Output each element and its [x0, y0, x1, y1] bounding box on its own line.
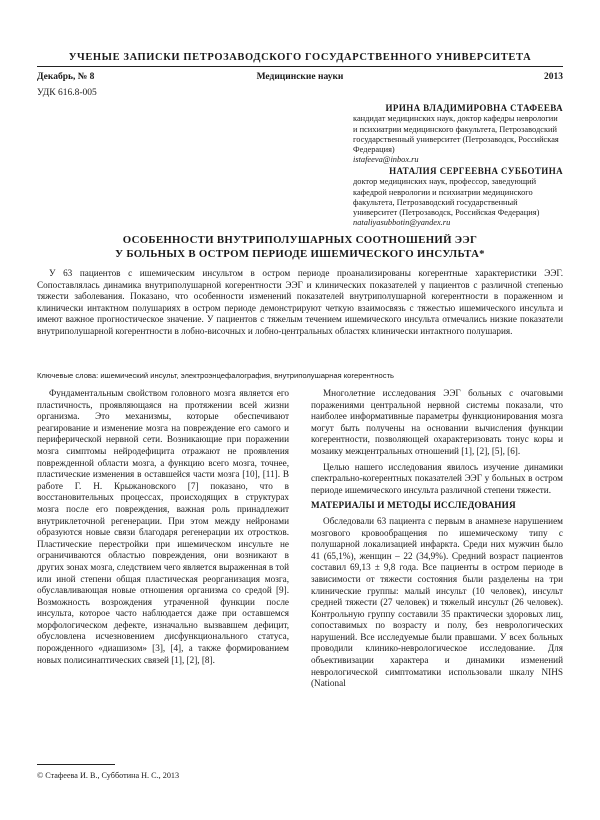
author-affiliation: кандидат медицинских наук, доктор кафедры неврологии и психиатрии медицинского факультета, Петрозаводский государственный университет (Петрозаводск, Российская Федерация)	[353, 114, 559, 155]
paragraph: Целью нашего исследования явилось изучение динамики спектрально-когерентных показателей ЭЭГ у больных в остром периоде ишемического инсульта различной степени тяжести.	[311, 461, 563, 495]
header-rule	[37, 66, 563, 67]
paragraph: Многолетние исследования ЭЭГ больных с очаговыми поражениями центральной нервной системы показали, что наиболее информативные параметры функционирования мозга могут быть получены на основании вычисления функции когерентности, позволяющей охарактеризовать тонус коры и мозаику межцентральных отношений [1], [2], [5], [6].	[311, 388, 563, 456]
abstract	[37, 268, 563, 338]
footnote-rule	[37, 764, 115, 765]
issue-label: Декабрь, № 8	[37, 72, 95, 82]
author-affiliation: доктор медицинских наук, профессор, заведующий кафедрой неврологии и психиатрии медицинского факультета, Петрозаводский государственный университет (Петрозаводск, Российская Федерация)	[353, 177, 540, 218]
keywords: Ключевые слова: ишемический инсульт, электроэнцефалография, внутриполушарная когерентность	[37, 371, 395, 380]
right-column	[311, 388, 563, 694]
paragraph: Обследовали 63 пациента с первым в анамнезе нарушением мозгового кровообращения по ишемическому типу с полушарной локализацией инфаркта. Среди них мужчин было 41 (65,1%), женщин – 22 (34,9%). Средний возраст пациентов составил 69,13 ± 9,8 года. Все пациенты в остром периоде в зависимости от тяжести состояния были разделены на три клинические группы: малый инсульт (10 человек), инсульт средней тяжести (27 человек) и тяжелый инсульт (26 человек). Контрольную группу составили 35 практически здоровых лиц, сопоставимых по возрасту и полу, без неврологических нарушений. Все исследуемые были правшами. У всех больных проводили клинико-неврологическое исследование. Для объективизации характера и динамики изменений неврологической симптоматики использовали шкалу NIHS (National	[311, 515, 563, 689]
author-block-1	[353, 103, 563, 166]
journal-page	[37, 0, 563, 820]
title-line: ОСОБЕННОСТИ ВНУТРИПОЛУШАРНЫХ СООТНОШЕНИЙ ЭЭГ	[122, 234, 478, 246]
copyright-notice: © Стафеева И. В., Субботина Н. С., 2013	[37, 771, 180, 780]
author-name: ИРИНА ВЛАДИМИРОВНА СТАФЕЕВА	[385, 103, 563, 113]
author-name: НАТАЛИЯ СЕРГЕЕВНА СУББОТИНА	[389, 166, 563, 176]
paragraph: Фундаментальным свойством головного мозга является его пластичность, проявляющаяся на протяжении всей жизни организма. Это механизмы, которые обеспечивают реагирование и изменение мозга на повреждение его самого и периферической нервной сети. Возникающие при поражении мозга симптомы нейродефицита отражают не проявления поврежденной области мозга, а функцию всего мозга, точнее, пластические изменения в оставшейся части мозга [10], [11]. В работе Г. Н. Крыжановского [7] показано, что в восстановительных процессах, происходящих в структурах мозга после его повреждения, важная роль принадлежит внутриклеточной регенерации. При этом между нейронами образуются новые связи благодаря регенерации их отростков. Пластические перестройки при ишемическом инсульте не ограничиваются областью повреждения, они возникают в других зонах мозга, следствием чего является выраженная в той или иной степени общая пластическая реорганизация мозга, обуславливающая новые отношения организма со средой [9]. Возможность возрождения утраченной функции после инсульта, которое часто наблюдается даже при оставшемся морфологическом дефекте, изначально вызвавшем дефицит, обусловлена исчезновением дисфункционального статуса, порожденного «диашизом» [3], [4], а также формированием новых полисинаптических связей [1], [2], [8].	[37, 388, 289, 665]
author-block-2	[353, 166, 563, 229]
section-heading: МАТЕРИАЛЫ И МЕТОДЫ ИССЛЕДОВАНИЯ	[311, 500, 516, 511]
section-label: Медицинские науки	[256, 72, 344, 82]
left-column	[37, 388, 289, 670]
journal-title: УЧЕНЫЕ ЗАПИСКИ ПЕТРОЗАВОДСКОГО ГОСУДАРСТВЕННОГО УНИВЕРСИТЕТА	[68, 52, 532, 63]
author-email: nataliyasubbotin@yandex.ru	[353, 218, 451, 228]
author-email: istafeeva@inbox.ru	[353, 155, 419, 165]
title-line: У БОЛЬНЫХ В ОСТРОМ ПЕРИОДЕ ИШЕМИЧЕСКОГО ИНСУЛЬТА*	[115, 247, 485, 260]
abstract-text: У 63 пациентов с ишемическим инсультом в остром периоде проанализированы когерентные характеристики ЭЭГ. Сопоставлялась динамика внутриполушарной когерентности ЭЭГ и клинических показателей у пациентов с различной степенью тяжести заболевания. Показано, что особенности изменений показателей внутриполушарной когерентности в пораженном и клинически интактном полушариях в остром периоде демонстрируют четкую взаимосвязь с тяжестью ишемического инсульта и имеют важное прогностическое значение. У пациентов с тяжелым течением ишемического инсульта отмечались низкие показатели внутриполушарной когерентности в лобно-височных и лобно-центральных областях клинически интактного полушария.	[37, 268, 563, 336]
udk-code: УДК 616.8-005	[37, 88, 97, 98]
article-title	[37, 234, 563, 261]
year-label: 2013	[544, 72, 563, 82]
